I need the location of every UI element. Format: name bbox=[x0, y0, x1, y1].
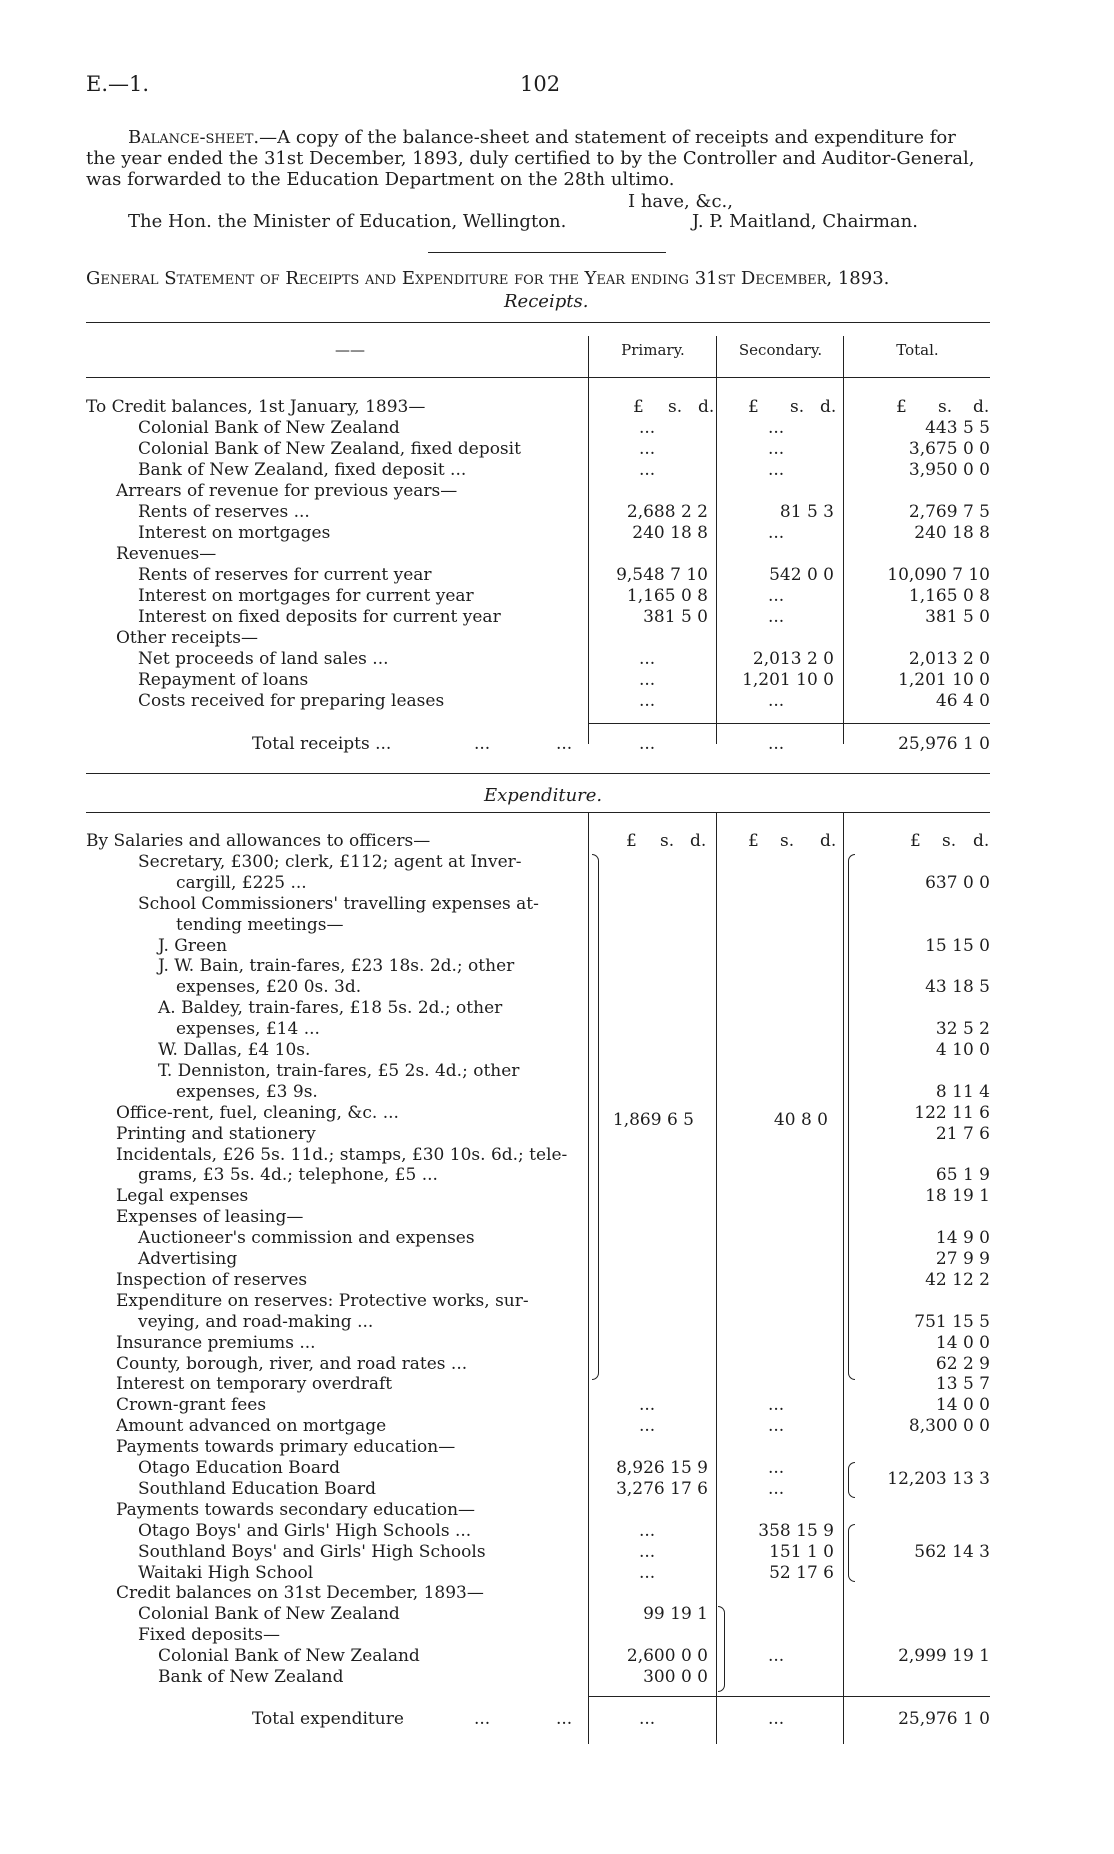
exp-primary-pence-unit: d. bbox=[690, 831, 707, 851]
expenditure-total-value: 62 2 9 bbox=[935, 1353, 990, 1374]
expenditure-label: School Commissioners' travelling expenses at- bbox=[138, 893, 539, 914]
page-number: 102 bbox=[520, 72, 561, 96]
separator-rule bbox=[428, 252, 666, 253]
expenditure-total-value: 8 11 4 bbox=[935, 1081, 990, 1102]
balances-total: 2,999 19 1 bbox=[898, 1646, 990, 1666]
intro-heading: Balance-sheet. bbox=[128, 127, 260, 148]
receipts-total-value: 240 18 8 bbox=[914, 523, 990, 543]
expenditure-label: T. Denniston, train-fares, £5 2s. 4d.; other bbox=[158, 1060, 520, 1081]
expenditure-row bbox=[0, 1604, 1114, 1625]
expenditure-total-value: 13 5 7 bbox=[935, 1374, 990, 1395]
intro-line-1 bbox=[128, 128, 956, 148]
expenditure-total-value: 42 12 2 bbox=[925, 1269, 990, 1290]
expenditure-total-value: 8,300 0 0 bbox=[908, 1416, 990, 1437]
expenditure-label: By Salaries and allowances to officers— bbox=[86, 831, 431, 851]
expenditure-row bbox=[0, 831, 1114, 852]
receipts-bottom-rule bbox=[86, 773, 990, 774]
expenditure-total-value: 4 10 0 bbox=[935, 1040, 990, 1060]
receipts-label: Costs received for preparing leases bbox=[138, 691, 445, 711]
expenditure-primary-value: 2,600 0 0 bbox=[626, 1646, 708, 1667]
exp-secondary-pound-unit: £ bbox=[748, 831, 759, 851]
expenditure-label: County, borough, river, and road rates ... bbox=[116, 1353, 468, 1374]
exp-secondary-shilling-unit: s. bbox=[780, 831, 795, 851]
receipts-label: Rents of reserves ... bbox=[138, 502, 310, 522]
expenditure-label: expenses, £14 ... bbox=[176, 1019, 320, 1040]
receipts-heading: Receipts. bbox=[504, 291, 589, 312]
expenditure-primary-value: ... bbox=[639, 1541, 656, 1562]
receipts-label: Repayment of loans bbox=[138, 670, 309, 690]
expenditure-row bbox=[0, 1291, 1114, 1312]
expenditure-total-value: 18 19 1 bbox=[925, 1186, 990, 1207]
receipts-secondary-value: ... bbox=[768, 691, 785, 711]
expenditure-row bbox=[0, 1165, 1114, 1186]
receipts-secondary-value: ... bbox=[768, 607, 785, 627]
expenditure-row bbox=[0, 1082, 1114, 1103]
receipts-primary-value: ... bbox=[639, 649, 656, 669]
total-expenditure-total: 25,976 1 0 bbox=[898, 1709, 990, 1729]
receipts-total-value: 3,675 0 0 bbox=[908, 439, 990, 459]
expenditure-row bbox=[0, 1625, 1114, 1646]
exp-primary-shilling-unit: s. bbox=[660, 831, 675, 851]
expenditure-label: Printing and stationery bbox=[116, 1123, 316, 1144]
receipts-total-value: 1,165 0 8 bbox=[908, 586, 990, 606]
expenditure-label: Bank of New Zealand bbox=[158, 1667, 344, 1687]
expenditure-label: tending meetings— bbox=[176, 914, 344, 935]
balances-grouped-row bbox=[0, 1646, 1114, 1667]
expenditure-row bbox=[0, 1374, 1114, 1395]
receipts-total-value: 3,950 0 0 bbox=[908, 460, 990, 480]
receipts-secondary-value: 542 0 0 bbox=[769, 565, 834, 585]
expenditure-primary-value: 8,926 15 9 bbox=[616, 1458, 708, 1478]
receipts-row bbox=[0, 544, 1114, 565]
receipts-secondary-value: ... bbox=[768, 523, 785, 543]
total-receipts-label: Total receipts ... bbox=[252, 734, 392, 754]
receipts-label: Net proceeds of land sales ... bbox=[138, 649, 389, 669]
balances-secondary: ... bbox=[768, 1646, 785, 1666]
receipts-label: Other receipts— bbox=[116, 628, 258, 648]
secondary-pound-unit: £ bbox=[748, 397, 759, 417]
receipts-row bbox=[0, 670, 1114, 691]
expenditure-total-value: 43 18 5 bbox=[925, 977, 990, 998]
expenditure-primary-value: ... bbox=[639, 1416, 656, 1437]
receipts-primary-value: 2,688 2 2 bbox=[626, 502, 708, 522]
receipts-primary-subtotal-rule bbox=[588, 723, 716, 724]
expenditure-row bbox=[0, 852, 1114, 873]
expenditure-total-value: 14 9 0 bbox=[935, 1228, 990, 1249]
primary-education-total-row bbox=[0, 1469, 1114, 1490]
statement-title: General Statement of Receipts and Expenditure for the Year ending 31st December, 1893. bbox=[86, 268, 890, 289]
expenditure-label: Otago Boys' and Girls' High Schools ... bbox=[138, 1520, 472, 1541]
receipts-secondary-value: 81 5 3 bbox=[779, 502, 834, 522]
expenditure-row bbox=[0, 1563, 1114, 1584]
receipts-primary-value: ... bbox=[639, 418, 656, 438]
expenditure-total-value: 32 5 2 bbox=[935, 1019, 990, 1040]
receipts-primary-value: 1,165 0 8 bbox=[626, 586, 708, 606]
expenditure-label: expenses, £3 9s. bbox=[176, 1081, 318, 1102]
expenditure-total-value: 14 0 0 bbox=[935, 1332, 990, 1353]
expenditure-row bbox=[0, 1521, 1114, 1542]
expenditure-primary-value: ... bbox=[639, 1395, 656, 1416]
receipts-total-value: 1,201 10 0 bbox=[898, 670, 990, 690]
receipts-label: Arrears of revenue for previous years— bbox=[116, 481, 458, 501]
primary-shilling-unit: s. bbox=[668, 397, 683, 417]
expenditure-label: A. Baldey, train-fares, £18 5s. 2d.; other bbox=[158, 998, 503, 1019]
expenditure-row bbox=[0, 956, 1114, 977]
receipts-label: Revenues— bbox=[116, 544, 217, 564]
total-expenditure-primary: ... bbox=[639, 1709, 656, 1729]
receipts-label: To Credit balances, 1st January, 1893— bbox=[86, 397, 426, 417]
expenditure-primary-value: ... bbox=[639, 1520, 656, 1541]
exp-total-subtotal-rule bbox=[843, 1696, 990, 1697]
expenditure-total-value: 14 0 0 bbox=[935, 1395, 990, 1416]
primary-pence-unit: d. bbox=[698, 397, 715, 417]
table-top-rule bbox=[86, 322, 990, 323]
receipts-secondary-value: 2,013 2 0 bbox=[752, 649, 834, 669]
expenditure-row bbox=[0, 1145, 1114, 1166]
expenditure-total-value: 27 9 9 bbox=[935, 1249, 990, 1269]
total-expenditure-dots: ... bbox=[474, 1709, 491, 1729]
receipts-secondary-value: ... bbox=[768, 460, 785, 480]
closing: I have, &c., bbox=[628, 191, 733, 212]
expenditure-row bbox=[0, 1270, 1114, 1291]
receipts-row bbox=[0, 439, 1114, 460]
intro-line-3: was forwarded to the Education Department on the 28th ultimo. bbox=[86, 169, 675, 190]
receipts-row bbox=[0, 502, 1114, 523]
receipts-primary-value: ... bbox=[639, 691, 656, 711]
secondary-education-total: 562 14 3 bbox=[914, 1542, 990, 1562]
document-reference: E.—1. bbox=[86, 72, 150, 96]
expenditure-row bbox=[0, 936, 1114, 957]
expenditure-row bbox=[0, 1583, 1114, 1604]
total-expenditure-row bbox=[0, 1709, 1114, 1730]
primary-pound-unit: £ bbox=[633, 397, 644, 417]
expenditure-row bbox=[0, 915, 1114, 936]
total-expenditure-dots-2: ... bbox=[556, 1709, 573, 1729]
expenditure-label: J. Green bbox=[158, 935, 228, 956]
receipts-label: Colonial Bank of New Zealand bbox=[138, 418, 400, 438]
expenditure-label: Incidentals, £26 5s. 11d.; stamps, £30 10s. 6d.; tele- bbox=[116, 1144, 568, 1165]
expenditure-row bbox=[0, 977, 1114, 998]
receipts-total-value: 381 5 0 bbox=[925, 607, 990, 627]
expenditure-label: Advertising bbox=[138, 1249, 238, 1269]
expenditure-heading: Expenditure. bbox=[484, 785, 603, 806]
expenditure-total-value: 65 1 9 bbox=[935, 1165, 990, 1186]
signatory: J. P. Maitland, Chairman. bbox=[692, 211, 918, 232]
receipts-row bbox=[0, 607, 1114, 628]
expenditure-total-value: 122 11 6 bbox=[914, 1102, 990, 1123]
receipts-primary-value: 240 18 8 bbox=[632, 523, 708, 543]
expenditure-row bbox=[0, 1333, 1114, 1354]
expenditure-label: Colonial Bank of New Zealand bbox=[138, 1604, 400, 1625]
total-receipts-row bbox=[0, 734, 1114, 755]
total-receipts-dots-2: ... bbox=[556, 734, 573, 754]
receipts-total-value: 10,090 7 10 bbox=[887, 565, 990, 585]
intro-line-2: the year ended the 31st December, 1893, duly certified to by the Controller and Auditor-General, bbox=[86, 148, 975, 169]
receipts-label: Interest on mortgages bbox=[138, 523, 331, 543]
primary-education-total: 12,203 13 3 bbox=[887, 1469, 990, 1489]
receipts-row bbox=[0, 460, 1114, 481]
expenditure-row bbox=[0, 1500, 1114, 1521]
expenditure-row bbox=[0, 998, 1114, 1019]
receipts-total-value: 443 5 5 bbox=[925, 418, 990, 438]
expenditure-label: Payments towards primary education— bbox=[116, 1437, 456, 1458]
expenditure-row bbox=[0, 1040, 1114, 1061]
expenditure-row bbox=[0, 1312, 1114, 1333]
salaries-secondary-amount: 40 8 0 bbox=[773, 1110, 828, 1130]
receipts-row bbox=[0, 649, 1114, 670]
expenditure-label: Credit balances on 31st December, 1893— bbox=[116, 1583, 484, 1604]
expenditure-row bbox=[0, 873, 1114, 894]
expenditure-row bbox=[0, 1437, 1114, 1458]
receipts-row bbox=[0, 586, 1114, 607]
receipts-row bbox=[0, 691, 1114, 712]
expenditure-label: Payments towards secondary education— bbox=[116, 1499, 476, 1520]
receipts-total-value: 2,013 2 0 bbox=[908, 649, 990, 669]
header-bottom-rule bbox=[86, 377, 990, 378]
receipts-row bbox=[0, 397, 1114, 418]
receipts-total-subtotal-rule bbox=[843, 723, 990, 724]
expenditure-row bbox=[0, 1354, 1114, 1375]
expenditure-label: cargill, £225 ... bbox=[176, 872, 307, 893]
expenditure-label: Inspection of reserves bbox=[116, 1269, 308, 1290]
receipts-primary-value: 9,548 7 10 bbox=[616, 565, 708, 585]
expenditure-secondary-value: ... bbox=[768, 1416, 785, 1437]
total-expenditure-label: Total expenditure bbox=[252, 1709, 404, 1729]
expenditure-label: Insurance premiums ... bbox=[116, 1332, 316, 1353]
expenditure-label: Legal expenses bbox=[116, 1186, 249, 1207]
secondary-shilling-unit: s. bbox=[790, 397, 805, 417]
expenditure-label: Otago Education Board bbox=[138, 1458, 341, 1478]
total-pence-unit: d. bbox=[973, 397, 990, 417]
total-shilling-unit: s. bbox=[938, 397, 953, 417]
total-pound-unit: £ bbox=[896, 397, 907, 417]
addressee: The Hon. the Minister of Education, Wellington. bbox=[128, 211, 567, 232]
expenditure-label: Crown-grant fees bbox=[116, 1395, 267, 1416]
receipts-primary-value: 381 5 0 bbox=[643, 607, 708, 627]
expenditure-label: veying, and road-making ... bbox=[138, 1311, 374, 1332]
salaries-grouped-row bbox=[0, 1110, 1114, 1131]
receipts-secondary-subtotal-rule bbox=[716, 723, 844, 724]
expenditure-label: Fixed deposits— bbox=[138, 1625, 280, 1646]
col-head-primary: Primary. bbox=[621, 341, 685, 359]
expenditure-total-value: 21 7 6 bbox=[935, 1123, 990, 1144]
expenditure-secondary-value: 358 15 9 bbox=[758, 1520, 834, 1541]
col-head-label: —— bbox=[335, 341, 365, 359]
expenditure-secondary-value: 52 17 6 bbox=[769, 1562, 834, 1583]
expenditure-label: expenses, £20 0s. 3d. bbox=[176, 977, 362, 998]
intro-text-1: —A copy of the balance-sheet and statement of receipts and expenditure for bbox=[259, 127, 956, 148]
receipts-label: Interest on mortgages for current year bbox=[138, 586, 474, 606]
receipts-secondary-value: ... bbox=[768, 586, 785, 606]
expenditure-row bbox=[0, 894, 1114, 915]
total-receipts-dots: ... bbox=[474, 734, 491, 754]
expenditure-secondary-value: ... bbox=[768, 1458, 785, 1478]
salaries-primary-amount: 1,869 6 5 bbox=[612, 1110, 694, 1130]
expenditure-row bbox=[0, 1249, 1114, 1270]
exp-secondary-subtotal-rule bbox=[716, 1696, 844, 1697]
secondary-pence-unit: d. bbox=[820, 397, 837, 417]
expenditure-primary-value: 300 0 0 bbox=[643, 1667, 708, 1687]
expenditure-label: Auctioneer's commission and expenses bbox=[138, 1228, 475, 1249]
expenditure-label: W. Dallas, £4 10s. bbox=[158, 1040, 311, 1060]
col-head-total: Total. bbox=[896, 341, 939, 359]
expenditure-secondary-value: ... bbox=[768, 1395, 785, 1416]
expenditure-label: Interest on temporary overdraft bbox=[116, 1374, 393, 1395]
total-expenditure-secondary: ... bbox=[768, 1709, 785, 1729]
expenditure-label: grams, £3 5s. 4d.; telephone, £5 ... bbox=[138, 1165, 438, 1186]
expenditure-row bbox=[0, 1228, 1114, 1249]
expenditure-label: Amount advanced on mortgage bbox=[116, 1416, 387, 1437]
receipts-row bbox=[0, 565, 1114, 586]
receipts-row bbox=[0, 628, 1114, 649]
exp-total-pence-unit: d. bbox=[973, 831, 990, 851]
receipts-primary-value: ... bbox=[639, 439, 656, 459]
expenditure-label: Office-rent, fuel, cleaning, &c. ... bbox=[116, 1102, 399, 1123]
expenditure-row bbox=[0, 1061, 1114, 1082]
exp-secondary-pence-unit: d. bbox=[820, 831, 837, 851]
receipts-label: Interest on fixed deposits for current year bbox=[138, 607, 501, 627]
exp-total-pound-unit: £ bbox=[910, 831, 921, 851]
exp-primary-subtotal-rule bbox=[588, 1696, 716, 1697]
expenditure-label: Secretary, £300; clerk, £112; agent at Inver- bbox=[138, 851, 522, 872]
expenditure-secondary-value: ... bbox=[768, 1478, 785, 1499]
receipts-secondary-value: ... bbox=[768, 439, 785, 459]
expenditure-primary-value: ... bbox=[639, 1562, 656, 1583]
expenditure-row bbox=[0, 1207, 1114, 1228]
expenditure-label: Expenditure on reserves: Protective works, sur- bbox=[116, 1290, 529, 1311]
col-head-secondary: Secondary. bbox=[738, 341, 823, 359]
expenditure-primary-value: 99 19 1 bbox=[643, 1604, 708, 1625]
receipts-primary-value: ... bbox=[639, 670, 656, 690]
receipts-secondary-value: ... bbox=[768, 418, 785, 438]
expenditure-row bbox=[0, 1186, 1114, 1207]
receipts-total-value: 46 4 0 bbox=[935, 691, 990, 711]
expenditure-label: Colonial Bank of New Zealand bbox=[158, 1646, 420, 1667]
receipts-secondary-value: 1,201 10 0 bbox=[742, 670, 834, 690]
receipts-row bbox=[0, 418, 1114, 439]
expenditure-primary-value: 3,276 17 6 bbox=[616, 1478, 708, 1499]
expenditure-label: Southland Education Board bbox=[138, 1478, 377, 1499]
receipts-total-value: 2,769 7 5 bbox=[908, 502, 990, 522]
receipts-label: Colonial Bank of New Zealand, fixed deposit bbox=[138, 439, 521, 459]
receipts-label: Rents of reserves for current year bbox=[138, 565, 432, 585]
exp-primary-pound-unit: £ bbox=[626, 831, 637, 851]
expenditure-label: Waitaki High School bbox=[138, 1562, 314, 1583]
secondary-education-total-row bbox=[0, 1542, 1114, 1563]
expenditure-label: J. W. Bain, train-fares, £23 18s. 2d.; other bbox=[158, 956, 515, 977]
expenditure-total-value: 751 15 5 bbox=[914, 1311, 990, 1332]
expenditure-row bbox=[0, 1667, 1114, 1688]
expenditure-row bbox=[0, 1416, 1114, 1437]
receipts-label: Bank of New Zealand, fixed deposit ... bbox=[138, 460, 467, 480]
receipts-primary-value: ... bbox=[639, 460, 656, 480]
expenditure-label: Southland Boys' and Girls' High Schools bbox=[138, 1541, 486, 1562]
exp-total-shilling-unit: s. bbox=[942, 831, 957, 851]
expenditure-row bbox=[0, 1019, 1114, 1040]
expenditure-row bbox=[0, 1395, 1114, 1416]
receipts-row bbox=[0, 481, 1114, 502]
expenditure-label: Expenses of leasing— bbox=[116, 1207, 304, 1228]
total-receipts-secondary: ... bbox=[768, 734, 785, 754]
expenditure-total-value: 15 15 0 bbox=[925, 935, 990, 956]
expenditure-top-rule bbox=[86, 812, 990, 813]
expenditure-secondary-value: 151 1 0 bbox=[769, 1541, 834, 1562]
expenditure-total-value: 637 0 0 bbox=[925, 872, 990, 893]
total-receipts-total: 25,976 1 0 bbox=[898, 734, 990, 754]
receipts-row bbox=[0, 523, 1114, 544]
total-receipts-primary: ... bbox=[639, 734, 656, 754]
